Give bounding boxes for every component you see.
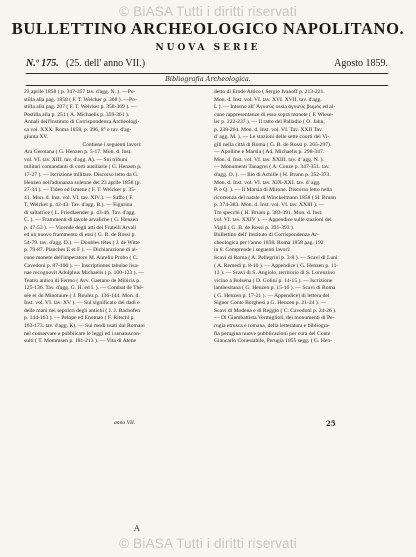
text-line: Cavedoni p. 87-100 ). — Inscriptiones tabulae lisa- — [24, 262, 139, 269]
series-label: NUOVA SERIE — [155, 43, 261, 53]
text-line: 54-79. tav. d'agg. D.). — Doubles têtes ( J. de Witte — [24, 239, 140, 246]
text-line: in 8. Comprende i seguenti lavori: — [214, 247, 291, 254]
text-line: stilla alla pag. 207 ( F. T. Welcker p. 358-369 ). — — [24, 104, 137, 111]
text-line: Teatro antico di Fermo ( Avv. Gaetano de Minicis p. — [24, 277, 141, 284]
text-line: 163-173. tav. d'agg. K). — Sui modi usati dai Romani — [24, 322, 145, 329]
text-line: 13 ). — Scavi di S. Angiolo, territorio di S. Lorenzino — [214, 270, 335, 277]
text-line: 41. Mon. d. Inst. vol. VI. tav. XIV.). — Saffo ( F. — [24, 194, 134, 201]
issue-date: Agosto 1859. — [334, 58, 388, 69]
text-line: ler p. 222-237 ). — Il ratto del Palladio ( O. Jahn, — [214, 119, 325, 126]
text-line: ca vol. XXX. Roma 1858, p. 396, 8° e tav. d'ag- — [24, 126, 132, 133]
right-column — [214, 89, 390, 346]
text-line: cheologica per l'anno 1858. Roma 1858 pag. 192 — [214, 239, 324, 246]
text-line: fia perugina nuove pubblicazioni per cura del Conte — [214, 330, 331, 337]
text-line: Tre specchi ( H. Brunn p. 383-391. Mon. d. Inst. — [214, 209, 323, 216]
bottom-mark: A — [134, 524, 140, 533]
text-line: ed un nuovo frammento di essi ( G. B. de Rossi p. — [24, 232, 136, 239]
text-line: p. 374-383. Mon. d. Inst. vol. VI. tav. XXIII ). — — [214, 202, 325, 209]
text-line: p. 79-87. Planches E et F ). — Dichiarazione di al- — [24, 247, 138, 254]
text-line: Scavi di Modena e di Reggio ( C. Cavedoni p. 24-26 ). — [214, 307, 337, 314]
text-line: P. e Q. ). — Il Marsia di Mirone. Discorso letto nella — [214, 187, 332, 194]
text-line: 125-136. Tav. d'agg. G. H. ed I. ). — Combat de Thé- — [24, 285, 144, 292]
page-number: 25 — [326, 419, 336, 428]
text-line: 27-34 ). — Tideo ed Ismene ( F. T. Welcker p. 35- — [24, 187, 136, 194]
section-title: Bibliografia Archeologica. — [165, 75, 251, 83]
text-line: p. 47-53 ). — Vicende degli atti dei Fratelli Arvali — [24, 224, 137, 231]
text-line: — Apolline e Marsia ( Ad. Michaelis p. 298-347. — [214, 149, 325, 156]
text-line: ( G. Henzen p. 17-21 ). — Appendice) di lettera del — [214, 292, 330, 299]
text-line: L ). — Intorno all' Ἀγυιεὺς ossia ἀγυιεὺς βωμός ed al- — [214, 104, 336, 111]
text-line: cune monete dell'imperatore M. Aurelio Probo ( C. — [24, 255, 138, 262]
text-line: Contiene i seguenti lavori: — [82, 141, 142, 148]
text-line: p. 238-264. Mon. d. Inst. vol. VI. Tav. XXII Tav. — [214, 126, 323, 133]
text-line: Annali dell'Instituto di Corrispondenza Archeologi- — [24, 119, 140, 126]
text-line: — Monumenti Tanagrei ( A. Conze p. 347-351. tav. — [214, 164, 330, 171]
text-line: Vigili ( G. B. de Rossi p. 391-393 ). — [214, 224, 295, 231]
text-line: Inst. vol. VI. tav. XV ). — Sul significato dei dadi e — [24, 300, 140, 307]
text-line: cune rappresentanze di esso sopra monete ( F. Wiese- — [214, 111, 334, 118]
top-rule — [26, 73, 388, 74]
journal-title: BULLETTINO ARCHEOLOGICO NAPOLITANO. — [11, 19, 405, 38]
text-line: 17-27 ). — Iscrizione militare. Discorso letto da G. — [24, 172, 139, 179]
text-line: Signor Conte Borghesi a G. Henzen p. 21-24 ). — — [214, 300, 327, 307]
text-line: Ara Gerotana ( G. Henzen p. 5-17. Mon. d. Inst. — [24, 149, 132, 156]
text-line: rugia etrusca e romana, della letteratura e bibliogra- — [214, 322, 330, 329]
issue-meta — [26, 58, 388, 72]
text-line: vicino a Bolsena ( D. Golini p. 14-15 ). — Iscrizione — [214, 277, 333, 284]
text-line: 23 aprile 1858 ( p. 347-357 tav. d'agg. N. ). —Po- — [24, 89, 136, 95]
text-line: Scavi di Roma ( A. Pellegrini p. 3-8 ). — Scavi di Luni — [214, 255, 338, 262]
text-line: sée et du Minotaure ( J. Roulez p. 136-144. Mon. d. — [24, 292, 140, 299]
text-line: Mon. d. Inst. vol. VI. tav. XIX-XXI. tav. d' agg. — [214, 179, 321, 186]
issue-year: (25. dell' anno VII.) — [66, 58, 146, 69]
text-line: lambesitana ( G. Henzen p. 15-16 ). — Scavi di Roma — [214, 285, 336, 292]
text-line: delle mani nei sepolcri degli antichi ( J. J. Bachofen — [24, 307, 141, 314]
text-line: sulti ( T. Mommsen p. 181-213 ). — Vita di Atene — [24, 338, 136, 345]
text-line: nel conservare e pubblicare le leggi ed i senatuscon- — [24, 330, 141, 337]
text-line: giunta XV. — [24, 134, 49, 141]
text-line: gili nella città di Roma ( G. B. de Rossi p. 265-297). — [214, 141, 332, 148]
watermark-top: © BiASA Tutti i diritti riservati — [119, 4, 297, 19]
text-line: stilla alla pag. 1858 ( F. T. Welcker p. 368 ). —Po- — [24, 96, 137, 103]
text-line: di saltatrice ( L. Friedlaender p. 43-46. Tav. d'agg. — [24, 209, 136, 216]
section-rule — [26, 85, 388, 86]
text-line: nae recognovit Adolphus Michaelis ( p. 100-123 ). — — [24, 270, 144, 277]
text-line: vol. VI. tav. XIII. tav. d'agg. A). — Sui tribuni — [24, 156, 128, 163]
text-line: Mon. d. Inst. vol. VI. tav. XXIII. tav. d' agg. N. ). — [214, 156, 324, 163]
text-line: Giancarlo Conestabile, Perugia 1855 segg. ( G. Hen- — [214, 338, 333, 345]
left-column — [24, 89, 200, 346]
text-line: Bullettino dell' Instituto di Corrispondenza Ar- — [214, 232, 319, 239]
text-line: detto di Erode Attico ( Sergio Ivanoff p. 213-221. — [214, 89, 325, 95]
watermark-bottom: © BiASA Tutti i diritti riservati — [119, 536, 297, 551]
text-line: d' agg. M. ). — Le stazioni delle sette coorti dei Vi- — [214, 134, 330, 141]
text-line: Mon. d. Inst. vol. VI. tav. XVI. XVII. tav. d'agg. — [214, 96, 322, 103]
text-line: T. Welcker p. 42-43. Tav. d'agg. B.). — Figurina — [24, 202, 133, 209]
text-line: militari comandanti di corti ausiliarie ( G. Henzen p. — [24, 164, 142, 171]
text-line: Henzen nell'adunanza solenne del 23 aprile 1858 (p. — [24, 179, 141, 186]
text-line: ( A. Remedi p. 8-10 ). — Appendice ( G. Henzen p. 11- — [214, 262, 339, 269]
text-line: — Di Giambattista Vermiglioli, dei monumenti di Pe- — [214, 315, 335, 322]
text-line: ricorrenza del natale di Winckelmann 1858 ( H. Brunn — [214, 194, 336, 201]
text-line: vol. VI. tav. XXIV ). — Appendice sulle stazioni dei — [214, 217, 332, 224]
text-line: C. ). — Frammenti di tavole arvaliche ( G. Henzen — [24, 217, 139, 224]
text-line: p. 144-163 ). — Pelope ed Enomao ( F. Ritschl p. — [24, 315, 135, 322]
signature-mark: anno VII. — [114, 420, 136, 426]
issue-number: N.º 175. — [26, 58, 59, 69]
text-line: Postilla alla p. 251 ( A. Michaelis p. 359-361 ). — [24, 111, 130, 118]
text-line: d'agg. O. ). — Ilio di Achille ( H. Brunn p. 352-373. — [214, 172, 331, 179]
